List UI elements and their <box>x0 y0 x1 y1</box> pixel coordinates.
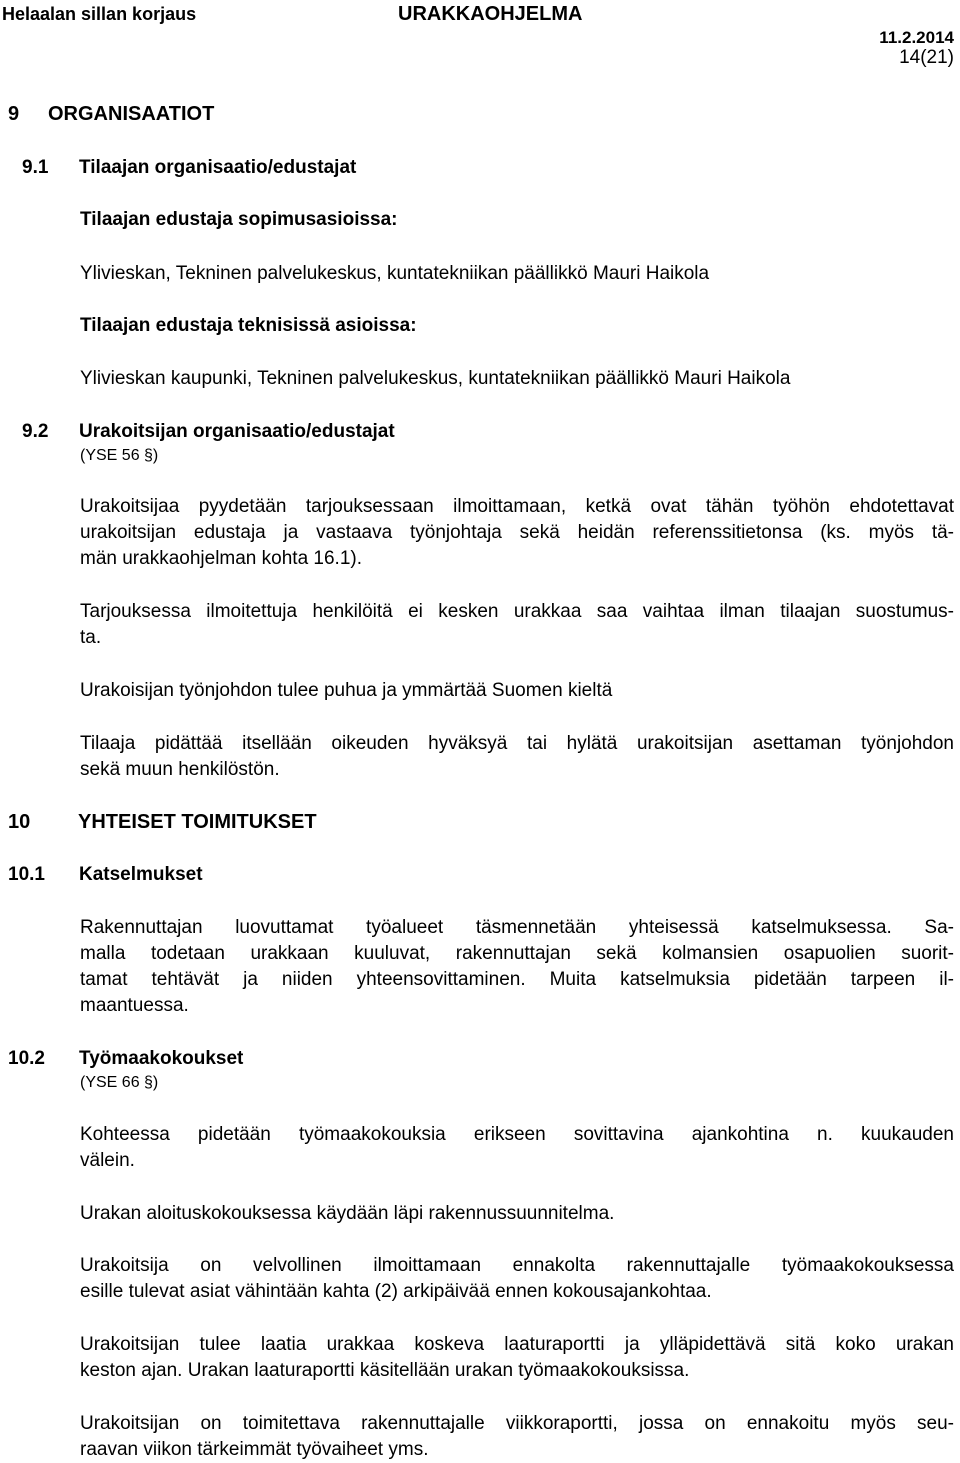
section-number: 9 <box>8 103 20 125</box>
header-document-type: URAKKAOHJELMA <box>398 3 583 25</box>
section-heading-9 <box>8 101 214 127</box>
paragraph-line: urakoitsijan edustaja ja vastaava työnjohtaja sekä heidän referenssitietonsa (ks. myös tä- <box>80 522 954 543</box>
section-number: 10 <box>8 811 31 833</box>
paragraph-line: män urakkaohjelman kohta 16.1). <box>80 548 362 569</box>
section-title: YHTEISET TOIMITUKSET <box>78 811 317 833</box>
text-technical-representative: Ylivieskan kaupunki, Tekninen palvelukeskus, kuntatekniikan päällikkö Mauri Haikola <box>80 368 791 389</box>
subsection-heading-10-2 <box>8 1046 243 1072</box>
paragraph-inspections <box>80 915 954 1019</box>
paragraph-site-meetings <box>80 1122 954 1174</box>
subsection-heading-9-2 <box>22 419 395 445</box>
section-heading-10 <box>8 809 317 835</box>
subsection-title: Tilaajan organisaatio/edustajat <box>79 157 357 178</box>
paragraph-contractor-representatives <box>80 494 954 572</box>
paragraph-line: Urakoitsijan tulee laatia urakkaa koskeva laaturaportti ja ylläpidettävä sitä koko urakan <box>80 1334 954 1355</box>
section-title: ORGANISAATIOT <box>48 103 215 125</box>
header-date: 11.2.2014 <box>879 28 954 47</box>
subsection-title: Katselmukset <box>79 864 203 885</box>
paragraph-line: maantuessa. <box>80 995 189 1016</box>
paragraph-line: Rakennuttajan luovuttamat työalueet täsmennetään yhteisessä katselmuksessa. Sa- <box>80 917 954 938</box>
paragraph-line: Urakoitsijan on toimitettava rakennuttajalle viikkoraportti, jossa on ennakoitu myös seu- <box>80 1413 954 1434</box>
paragraph-line: välein. <box>80 1150 135 1171</box>
paragraph-line: Urakoisijan työnjohdon tulee puhua ja ymmärtää Suomen kieltä <box>80 680 613 701</box>
paragraph-line: Urakan aloituskokouksessa käydään läpi rakennussuunnitelma. <box>80 1203 615 1224</box>
page-number: 14(21) <box>899 47 954 68</box>
paragraph-line: Kohteessa pidetään työmaakokouksia erikseen sovittavina ajankohtina n. kuukauden <box>80 1124 954 1145</box>
paragraph-line: Urakoitsijaa pyydetään tarjouksessaan ilmoittamaan, ketkä ovat tähän työhön ehdotettavat <box>80 496 954 517</box>
paragraph-line: tamat tehtävät ja niiden yhteensovittaminen. Muita katselmuksia pidetään tarpeen il- <box>80 969 954 990</box>
subsection-heading-9-1 <box>22 155 356 181</box>
paragraph-line: keston ajan. Urakan laaturaportti käsitellään urakan työmaakokouksissa. <box>80 1360 690 1381</box>
paragraph-line: raavan viikon tärkeimmät työvaiheet yms. <box>80 1439 429 1460</box>
paragraph-weekly-report <box>80 1411 954 1463</box>
paragraph-line: ta. <box>80 627 102 648</box>
subsection-number: 10.2 <box>8 1048 45 1069</box>
reference-yse-56: (YSE 56 §) <box>80 447 159 464</box>
paragraph-line: Tilaaja pidättää itsellään oikeuden hyväksyä tai hylätä urakoitsijan asettaman työnjohdon <box>80 733 954 754</box>
label-contract-representative: Tilaajan edustaja sopimusasioissa: <box>80 209 398 230</box>
paragraph-line: Tarjouksessa ilmoitettuja henkilöitä ei kesken urakkaa saa vaihtaa ilman tilaajan suostumus- <box>80 601 954 622</box>
subsection-heading-10-1 <box>8 862 203 888</box>
paragraph-advance-notice <box>80 1253 954 1305</box>
label-technical-representative: Tilaajan edustaja teknisissä asioissa: <box>80 315 417 336</box>
reference-yse-66: (YSE 66 §) <box>80 1074 159 1091</box>
subsection-number: 10.1 <box>8 864 45 885</box>
paragraph-language-requirement <box>80 678 954 704</box>
header-project-title: Helaalan sillan korjaus <box>2 4 197 24</box>
subsection-number: 9.2 <box>22 421 49 442</box>
paragraph-line: esille tulevat asiat vähintään kahta (2) arkipäivää ennen kokousajankohtaa. <box>80 1281 712 1302</box>
paragraph-line: sekä muun henkilöstön. <box>80 759 280 780</box>
paragraph-approval-right <box>80 731 954 783</box>
subsection-number: 9.1 <box>22 157 49 178</box>
paragraph-personnel-change <box>80 599 954 651</box>
paragraph-quality-report <box>80 1332 954 1384</box>
subsection-title: Työmaakokoukset <box>79 1048 244 1069</box>
paragraph-kickoff-meeting <box>80 1201 954 1227</box>
paragraph-line: malla todetaan urakkaan kuuluvat, rakennuttajan sekä kolmansien osapuolien suorit- <box>80 943 954 964</box>
text-contract-representative: Ylivieskan, Tekninen palvelukeskus, kuntatekniikan päällikkö Mauri Haikola <box>80 263 710 284</box>
paragraph-line: Urakoitsija on velvollinen ilmoittamaan ennakolta rakennuttajalle työmaakokouksessa <box>80 1255 954 1276</box>
subsection-title: Urakoitsijan organisaatio/edustajat <box>79 421 395 442</box>
